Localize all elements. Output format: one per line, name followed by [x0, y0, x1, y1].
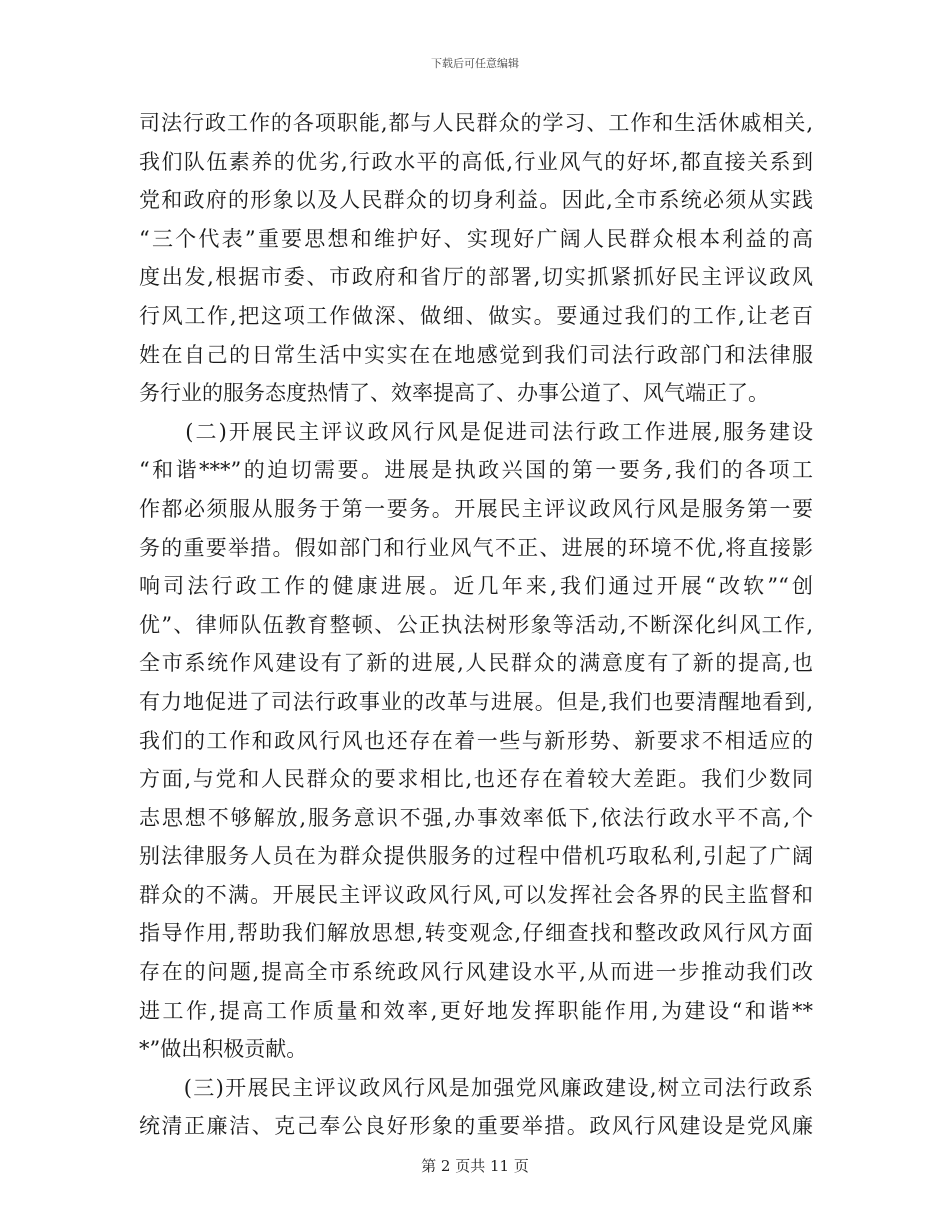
text-line: 方面,与党和人民群众的要求相比,也还存在着较大差距。我们少数同: [139, 767, 813, 792]
text-line: 度出发,根据市委、市政府和省厅的部署,切实抓紧抓好民主评议政风: [139, 265, 813, 290]
text-line: 行风工作,把这项工作做深、做细、做实。要通过我们的工作,让老百: [139, 303, 813, 328]
text-line: “和谐***”的迫切需要。进展是执政兴国的第一要务,我们的各项工: [139, 458, 813, 483]
text-line: 统清正廉洁、克己奉公良好形象的重要举措。政风行风建设是党风廉: [139, 1114, 813, 1139]
text-line: 姓在自己的日常生活中实实在在地感觉到我们司法行政部门和法律服: [139, 342, 813, 367]
text-line: 司法行政工作的各项职能,都与人民群众的学习、工作和生活休戚相关,: [139, 111, 813, 135]
text-line: 志思想不够解放,服务意识不强,办事效率低下,依法行政水平不高,个: [139, 805, 813, 830]
text-line: 指导作用,帮助我们解放思想,转变观念,仔细查找和整改政风行风方面: [139, 921, 813, 946]
text-line: 我们的工作和政风行风也还存在着一些与新形势、新要求不相适应的: [139, 728, 813, 753]
page-number: 第 2 页共 11 页: [421, 1157, 529, 1175]
text-line: “三个代表”重要思想和维护好、实现好广阔人民群众根本利益的高: [139, 226, 813, 251]
text-line: 作都必须服从服务于第一要务。开展民主评议政风行风是服务第一要: [139, 496, 813, 521]
text-line: 进工作,提高工作质量和效率,更好地发挥职能作用,为建设“和谐**: [139, 998, 813, 1023]
text-line: 务的重要举措。假如部门和行业风气不正、进展的环境不优,将直接影: [139, 535, 813, 560]
text-line: 我们队伍素养的优劣,行政水平的高低,行业风气的好坏,都直接关系到: [139, 149, 813, 174]
text-line: 别法律服务人员在为群众提供服务的过程中借机巧取私利,引起了广阔: [139, 844, 813, 869]
text-line: 党和政府的形象以及人民群众的切身利益。因此,全市系统必须从实践: [139, 188, 813, 213]
text-line: 务行业的服务态度热情了、效率提高了、办事公道了、风气端正了。: [139, 381, 769, 406]
text-line: (二)开展民主评议政风行风是促进司法行政工作进展,服务建设: [139, 419, 813, 444]
text-line: 响司法行政工作的健康进展。近几年来,我们通过开展“改软”“创: [139, 574, 813, 599]
page-header: 下载后可任意编辑: [431, 57, 519, 70]
document-body: [139, 104, 813, 1146]
text-line: (三)开展民主评议政风行风是加强党风廉政建设,树立司法行政系: [139, 1075, 813, 1100]
text-line: 群众的不满。开展民主评议政风行风,可以发挥社会各界的民主监督和: [139, 882, 813, 907]
text-line: 有力地促进了司法行政事业的改革与进展。但是,我们也要清醒地看到,: [139, 689, 813, 714]
text-line: 存在的问题,提高全市系统政风行风建设水平,从而进一步推动我们改: [139, 960, 813, 985]
text-line: 全市系统作风建设有了新的进展,人民群众的满意度有了新的提高,也: [139, 651, 813, 676]
text-line: *”做出积极贡献。: [139, 1037, 308, 1062]
text-line: 优”、律师队伍教育整顿、公正执法树形象等活动,不断深化纠风工作,: [139, 612, 813, 637]
